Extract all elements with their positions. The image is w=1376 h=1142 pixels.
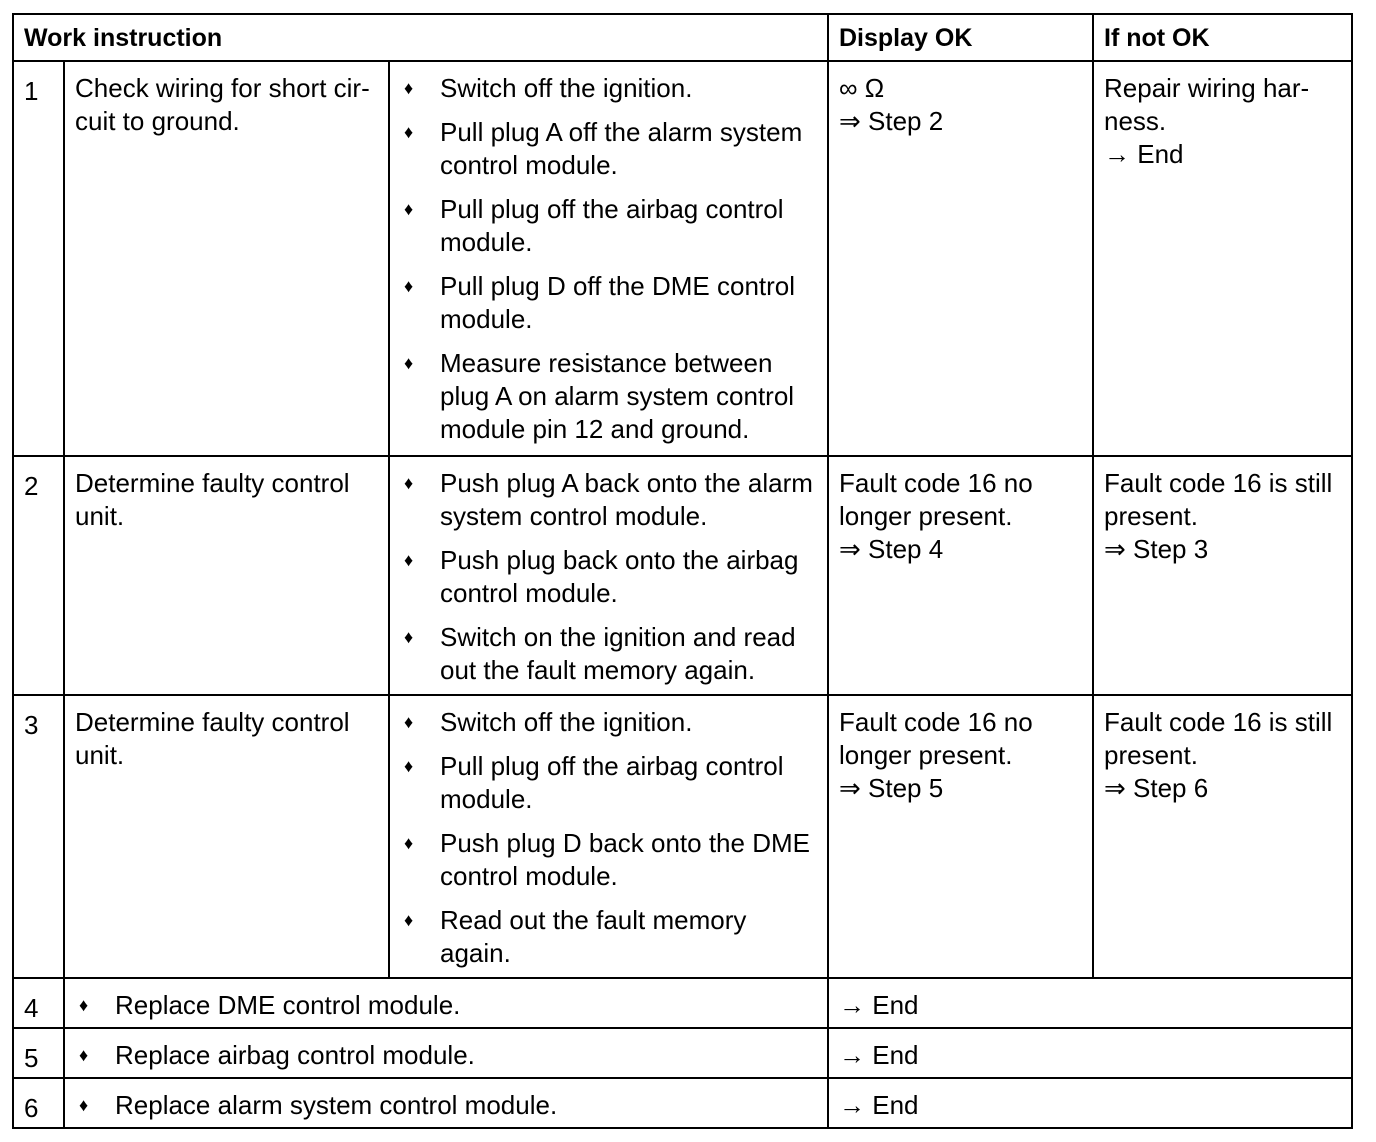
- list-item: ♦ Push plug D back onto the DME control module.: [404, 828, 810, 891]
- task-line: cuit to ground.: [75, 106, 240, 136]
- notok-line: ⇒ Step 6: [1104, 773, 1209, 803]
- step-list-cell: [389, 61, 828, 456]
- result-cell: → End: [828, 1078, 1352, 1128]
- step-list-cell: [389, 695, 828, 978]
- bullet-icon: ♦: [404, 353, 414, 373]
- list-item: ♦ Replace alarm system control module.: [79, 1090, 558, 1120]
- list-item: ♦ Replace DME control module.: [79, 990, 461, 1020]
- bullet-icon: ♦: [404, 712, 414, 732]
- list-item: ♦ Pull plug off the airbag control module.: [404, 751, 784, 814]
- step-cell: [64, 1028, 828, 1078]
- ok-line: longer present.: [839, 740, 1013, 770]
- if-not-ok-cell: [1093, 61, 1352, 456]
- ok-line: Fault code 16 no: [839, 707, 1033, 737]
- step-number: 3: [13, 695, 64, 978]
- ok-line: ⇒ Step 2: [839, 106, 944, 136]
- step-cell: [64, 978, 828, 1028]
- list-item: ♦ Replace airbag control module.: [79, 1040, 475, 1070]
- notok-line: present.: [1104, 501, 1198, 531]
- ok-line: ⇒ Step 4: [839, 534, 944, 564]
- step-number: 6: [13, 1078, 64, 1128]
- notok-line: Fault code 16 is still: [1104, 707, 1333, 737]
- list-item: ♦ Push plug A back onto the alarm system control module.: [404, 468, 813, 531]
- if-not-ok-cell: [1093, 456, 1352, 695]
- bullet-icon: ♦: [404, 910, 414, 930]
- table-row: [13, 61, 1352, 456]
- task-line: unit.: [75, 501, 125, 531]
- notok-line: Repair wiring har-: [1104, 73, 1310, 103]
- ok-line: longer present.: [839, 501, 1013, 531]
- step-list: [390, 62, 827, 452]
- list-item: ♦ Push plug back onto the airbag control module.: [404, 545, 799, 608]
- list-item: ♦ Pull plug A off the alarm system control module.: [404, 117, 803, 180]
- task-description: [64, 695, 389, 978]
- step-list: [390, 457, 827, 693]
- notok-line: ⇒ Step 3: [1104, 534, 1209, 564]
- step-list: [390, 696, 827, 976]
- step-number: 1: [13, 61, 64, 456]
- table-row: [13, 978, 1352, 1028]
- list-item: ♦ Read out the fault memory again.: [404, 905, 747, 968]
- step-number: 2: [13, 456, 64, 695]
- step-number: 4: [13, 978, 64, 1028]
- table-row: [13, 456, 1352, 695]
- list-item: ♦ Pull plug off the airbag control module.: [404, 194, 784, 257]
- ok-line: ∞ Ω: [839, 73, 885, 103]
- step-number: 5: [13, 1028, 64, 1078]
- list-item: ♦ Switch off the ignition.: [404, 707, 693, 737]
- bullet-icon: ♦: [404, 122, 414, 142]
- table-row: [13, 695, 1352, 978]
- bullet-icon: ♦: [404, 473, 414, 493]
- step-list-cell: [389, 456, 828, 695]
- task-line: Check wiring for short cir-: [75, 73, 370, 103]
- task-description: [64, 456, 389, 695]
- bullet-icon: ♦: [79, 1095, 89, 1115]
- result-cell: → End: [828, 978, 1352, 1028]
- task-line: Determine faulty control: [75, 707, 350, 737]
- list-item: ♦ Switch on the ignition and read out the fault memory again.: [404, 622, 796, 685]
- header-work-instruction: Work instruction: [13, 14, 828, 61]
- list-item: ♦ Measure resistance between plug A on alarm system control module pin 12 and ground.: [404, 348, 795, 444]
- list-item: ♦ Switch off the ignition.: [404, 73, 693, 103]
- step-cell: [64, 1078, 828, 1128]
- notok-line: present.: [1104, 740, 1198, 770]
- task-description: [64, 61, 389, 456]
- result-cell: → End: [828, 1028, 1352, 1078]
- display-ok-cell: [828, 61, 1093, 456]
- ok-line: ⇒ Step 5: [839, 773, 944, 803]
- display-ok-cell: [828, 695, 1093, 978]
- bullet-icon: ♦: [404, 627, 414, 647]
- task-line: Determine faulty control: [75, 468, 350, 498]
- bullet-icon: ♦: [404, 199, 414, 219]
- header-if-not-ok: If not OK: [1093, 14, 1352, 61]
- notok-line: ness.: [1104, 106, 1167, 136]
- bullet-icon: ♦: [79, 995, 89, 1015]
- if-not-ok-cell: [1093, 695, 1352, 978]
- display-ok-cell: [828, 456, 1093, 695]
- notok-line: → End: [1104, 139, 1184, 169]
- work-instruction-table: [12, 13, 1353, 1129]
- bullet-icon: ♦: [79, 1045, 89, 1065]
- bullet-icon: ♦: [404, 78, 414, 98]
- notok-line: Fault code 16 is still: [1104, 468, 1333, 498]
- list-item: ♦ Pull plug D off the DME control module.: [404, 271, 796, 334]
- bullet-icon: ♦: [404, 756, 414, 776]
- bullet-icon: ♦: [404, 276, 414, 296]
- table-row: [13, 1028, 1352, 1078]
- table-header-row: [13, 14, 1352, 61]
- bullet-icon: ♦: [404, 550, 414, 570]
- task-line: unit.: [75, 740, 125, 770]
- table-row: [13, 1078, 1352, 1128]
- ok-line: Fault code 16 no: [839, 468, 1033, 498]
- header-display-ok: Display OK: [828, 14, 1093, 61]
- bullet-icon: ♦: [404, 833, 414, 853]
